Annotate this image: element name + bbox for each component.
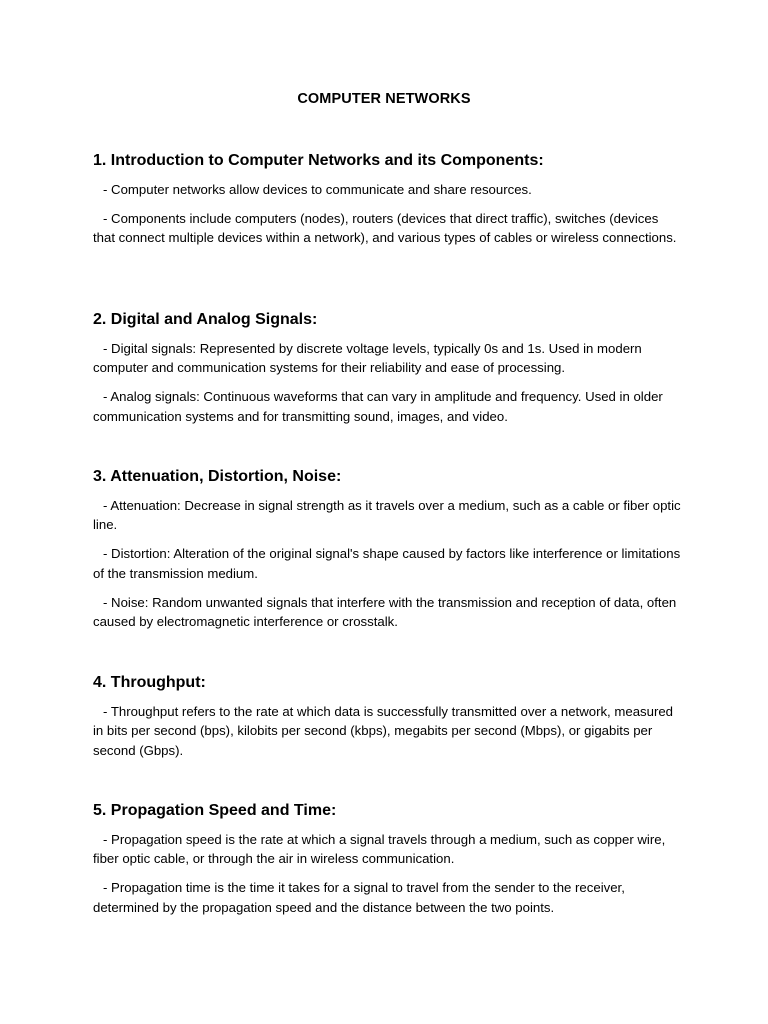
- section-paragraph: - Throughput refers to the rate at which data is successfully transmitted over a network, measured in bits per second (bps), kilobits per second (kbps), megabits per second (Mbps), or gigabits per second (Gbps).: [93, 704, 674, 758]
- section-paragraph: - Digital signals: Represented by discrete voltage levels, typically 0s and 1s. Used in modern computer and communication systems for their reliability and ease of processing.: [93, 341, 642, 376]
- section-paragraph: - Attenuation: Decrease in signal strength as it travels over a medium, such as a cable or fiber optic line.: [93, 498, 681, 533]
- section-attenuation-distortion-noise: [93, 466, 683, 641]
- section-heading: 5. Propagation Speed and Time:: [93, 802, 337, 819]
- section-heading: 1. Introduction to Computer Networks and its Components:: [93, 152, 544, 169]
- section-paragraph: - Components include computers (nodes), routers (devices that direct traffic), switches (devices that connect multiple devices within a network), and various types of cables or wireless connections.: [93, 210, 677, 246]
- section-paragraph: - Distortion: Alteration of the original signal's shape caused by factors like interference or limitations of the transmission medium.: [93, 546, 681, 581]
- section-heading: 2. Digital and Analog Signals:: [93, 311, 318, 328]
- section-paragraph: - Propagation time is the time it takes for a signal to travel from the sender to the receiver, determined by the propagation speed and the distance between the two points.: [93, 880, 625, 915]
- section-heading: 4. Throughput:: [93, 674, 206, 691]
- section-paragraph: - Noise: Random unwanted signals that interfere with the transmission and reception of data, often caused by electromagnetic interference or crosstalk.: [93, 594, 677, 630]
- section-propagation-speed-time: [93, 800, 683, 927]
- document-title: COMPUTER NETWORKS: [297, 91, 471, 107]
- section-paragraph: - Propagation speed is the rate at which a signal travels through a medium, such as copper wire, fiber optic cable, or through the air in wireless communication.: [93, 832, 666, 867]
- section-paragraph: - Computer networks allow devices to communicate and share resources.: [103, 182, 532, 197]
- section-throughput: [93, 672, 683, 770]
- section-paragraph: - Analog signals: Continuous waveforms that can vary in amplitude and frequency. Used in older communication systems and for transmitting sound, images, and video.: [93, 389, 663, 424]
- section-digital-analog-signals: [93, 309, 683, 436]
- section-heading: 3. Attenuation, Distortion, Noise:: [93, 468, 342, 485]
- section-introduction: [93, 150, 683, 257]
